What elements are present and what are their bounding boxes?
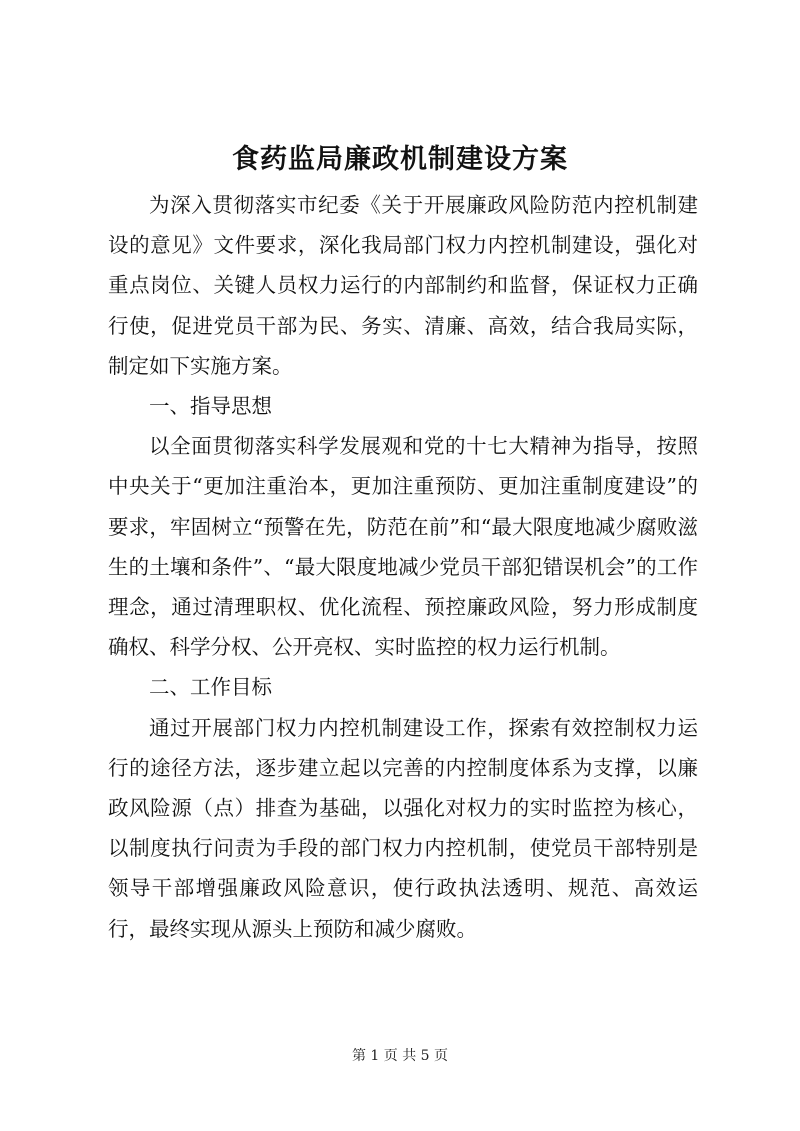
section-heading-work-goals: 二、工作目标 (149, 675, 272, 700)
work-goals-paragraph: 通过开展部门权力内控机制建设工作，探索有效控制权力运行的途径方法，逐步建立起以完善的内控制度体系为支撑，以廉政风险源（点）排查为基础，以强化对权力的实时监控为核心，以制度执行问责为手段的部门权力内控机制，使党员干部特别是领导干部增强廉政风险意识，使行政执法透明、规范、高效运行，最终实现从源头上预防和减少腐败。 (108, 715, 698, 941)
page-number-footer: 第 1 页 共 5 页 (351, 1048, 449, 1064)
document-title: 食药监局廉政机制建设方案 (232, 144, 568, 175)
section-heading-guiding-ideology: 一、指导思想 (149, 394, 272, 419)
intro-paragraph: 为深入贯彻落实市纪委《关于开展廉政风险防范内控机制建设的意见》文件要求，深化我局部门权力内控机制建设，强化对重点岗位、关键人员权力运行的内部制约和监督，保证权力正确行使，促进党员干部为民、务实、清廉、高效，结合我局实际，制定如下实施方案。 (108, 193, 698, 378)
guiding-ideology-paragraph: 以全面贯彻落实科学发展观和党的十七大精神为指导，按照中央关于“更加注重治本，更加注重预防、更加注重制度建设”的要求，牢固树立“预警在先，防范在前”和“最大限度地减少腐败滋生的土壤和条件”、“最大限度地减少党员干部犯错误机会”的工作理念，通过清理职权、优化流程、预控廉政风险，努力形成制度确权、科学分权、公开亮权、实时监控的权力运行机制。 (108, 434, 698, 660)
document-body (108, 185, 698, 949)
